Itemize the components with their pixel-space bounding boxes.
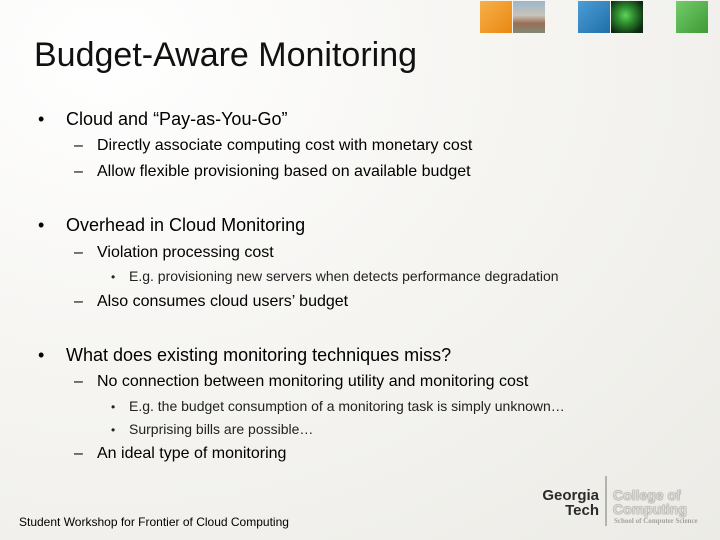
blue-square-image [578, 1, 610, 33]
slide-title: Budget-Aware Monitoring [34, 36, 418, 74]
bullet-level2 [74, 163, 471, 181]
bullet-text: Directly associate computing cost with monetary cost [97, 137, 473, 154]
dash-mark: – [74, 293, 83, 310]
bullet-level3 [111, 421, 313, 437]
bullet-mark: • [111, 423, 116, 437]
bullet-level2 [74, 293, 348, 311]
bullet-text: What does existing monitoring techniques miss? [66, 345, 452, 365]
bullet-level2 [74, 244, 274, 262]
bullet-text: Violation processing cost [97, 244, 274, 261]
bullet-mark: • [111, 270, 116, 284]
bullet-level3 [111, 268, 559, 284]
bullet-mark: • [38, 215, 45, 235]
bullet-level1 [38, 215, 305, 236]
bullet-text: No connection between monitoring utility and monitoring cost [97, 373, 529, 390]
bullet-text: An ideal type of monitoring [97, 445, 287, 462]
georgia-tech-wordmark [536, 488, 599, 518]
building-photo-image [513, 1, 545, 33]
bullet-level2 [74, 137, 472, 155]
bullet-text: Overhead in Cloud Monitoring [66, 215, 306, 235]
dash-mark: – [74, 137, 83, 154]
bullet-mark: • [38, 345, 45, 365]
school-of-computer-science-text: School of Computer Science [614, 517, 698, 525]
bullet-text: Allow flexible provisioning based on available budget [97, 163, 471, 180]
logo-text-tech: Tech [565, 502, 599, 519]
dash-mark: – [74, 244, 83, 261]
bullet-text: Also consumes cloud users’ budget [97, 293, 349, 310]
bullet-level3 [111, 398, 565, 414]
dash-mark: – [74, 373, 83, 390]
college-of-computing-wordmark [613, 488, 687, 516]
bullet-text: Cloud and “Pay-as-You-Go” [66, 109, 288, 129]
dash-mark: – [74, 163, 83, 180]
logo-text-computing: Computing [613, 501, 687, 517]
bullet-mark: • [111, 400, 116, 414]
bullet-level2 [74, 373, 528, 391]
georgia-tech-logo [536, 476, 716, 530]
bullet-text: E.g. provisioning new servers when detects performance degradation [129, 268, 559, 284]
bullet-level1 [38, 345, 451, 366]
green-square-image [676, 1, 708, 33]
bullet-text: Surprising bills are possible… [129, 421, 314, 437]
logo-divider [605, 476, 607, 526]
logo-text-georgia: Georgia [542, 487, 599, 504]
bullet-mark: • [38, 109, 45, 129]
logo-text-college-of: College of [613, 487, 681, 503]
bullet-level2 [74, 445, 286, 463]
network-graph-image [611, 1, 643, 33]
dash-mark: – [74, 445, 83, 462]
orange-square-image [480, 1, 512, 33]
bullet-text: E.g. the budget consumption of a monitoring task is simply unknown… [129, 398, 565, 414]
slide-footer: Student Workshop for Frontier of Cloud Computing [19, 515, 289, 529]
bullet-level1 [38, 109, 287, 130]
